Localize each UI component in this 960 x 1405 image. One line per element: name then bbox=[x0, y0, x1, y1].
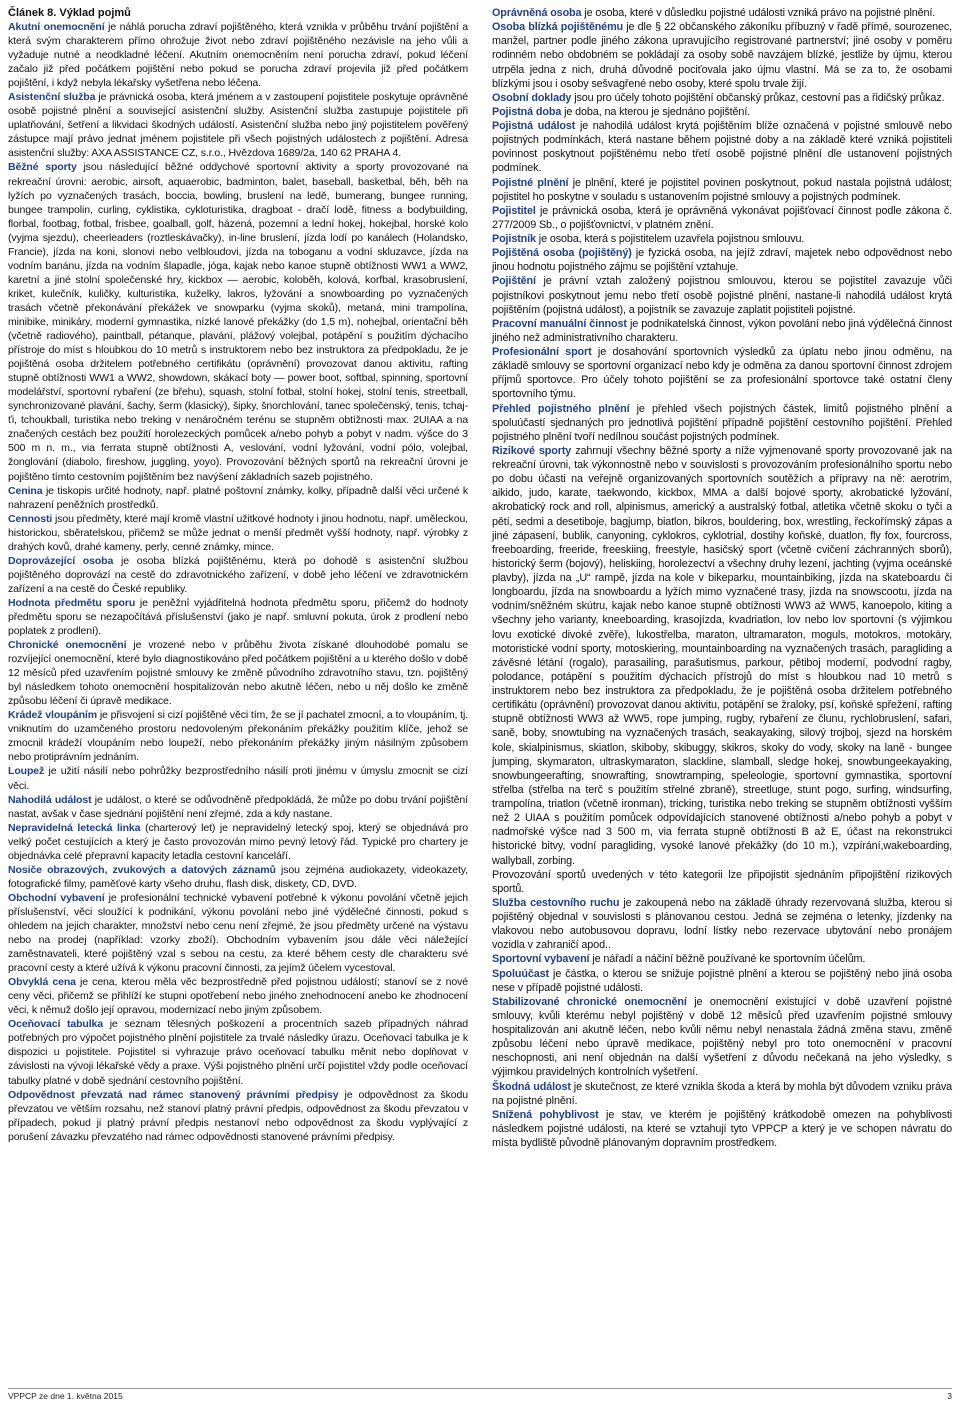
definition-item bbox=[492, 105, 952, 119]
definition-item bbox=[8, 20, 468, 90]
definition-text: je onemocnění existující v době uzavření pojistné smlouvy, kvůli kterému nebyl pojištěný v době 12 měsíců před uzavřením pojistné smlouvy hospitalizován ani akutně léčen, nebo kvůli němu nebyl nenastala žádná změna stavu, změně způsobu léčení nebo úpravě medikace, pojištěný nebyl pro toto onemocnění v pracovní neschopnosti, ani není objednán na další vyšetření z důvodu nečekaná na jeho výsledky, s výjimkou pravidelných kontrolních vyšetření. bbox=[492, 995, 952, 1079]
definition-item bbox=[8, 708, 468, 764]
page-number: 3 bbox=[947, 1391, 952, 1401]
definition-item bbox=[8, 596, 468, 638]
definition-text: je fyzická osoba, na jejíž zdraví, majetek nebo odpovědnost nebo jinou hodnotu pojistného zájmu se pojištění vztahuje. bbox=[492, 247, 952, 274]
definition-item bbox=[8, 554, 468, 596]
left-definitions bbox=[8, 20, 468, 1144]
definition-term: Osobní doklady bbox=[492, 91, 572, 104]
definition-term: Asistenční služba bbox=[8, 91, 96, 104]
definition-text: je seznam tělesných poškození a procentních sazeb případných náhrad potřebných pro výpočet pojistného plnění pojistitele za trvalé následky úrazu. Oceňovací tabulka je k dispozici u pojistitele. Pojistitel si vyhrazuje právo oceňovací tabulku měnit nebo doplňovat v závislosti na vývoji lékařské vědy a praxe. Výši pojistného plnění určí pojistitel vždy podle oceňovací tabulky platné v době sjednání cestovního pojištění. bbox=[8, 1018, 468, 1087]
definition-item bbox=[492, 952, 952, 966]
definition-text: je profesionální technické vybavení potřebné k výkonu povolání včetně jejich příslušenství, věci sloužící k podnikání, výkonu povolání nebo jiné výdělečné činnosti, pokud s ohledem na jejich charakter, množství nebo cenu není zřejmé, že jsou předměty určené na výstavu nebo na prodej (například: vzorky zboží). Obchodním vybavením jsou dále věci náležející zaměstnavateli, které pojištěný vzal s sebou na cestu, za které během cesty dle charakteru své pracovní cesty a které užívá k výkonu pracovní činnosti, za jejímž účelem vycestoval. bbox=[8, 891, 469, 975]
definition-term: Obvyklá cena bbox=[8, 976, 76, 989]
right-column bbox=[492, 6, 952, 1150]
definition-term: Sportovní vybavení bbox=[492, 953, 590, 966]
definition-item bbox=[492, 119, 952, 176]
definition-term: Snížená pohyblivost bbox=[492, 1108, 599, 1121]
definition-item bbox=[492, 444, 952, 896]
definition-term: Stabilizované chronické onemocnění bbox=[492, 995, 687, 1008]
definition-item bbox=[492, 246, 952, 274]
definition-term: Krádež vloupáním bbox=[8, 709, 97, 722]
definition-text: je právní vztah založený pojistnou smlouvou, kterou se pojistitel zavazuje vůči pojistníkovi poskytnout jemu nebo třetí osobě pojistné plnění, nastane-li nahodilá událost krytá pojištěním (pojistná událost), a pojistník se zavazuje zaplatit pojistiteli pojistné. bbox=[492, 275, 952, 316]
definition-text: je plnění, které je pojistitel povinen poskytnout, pokud nastala pojistná událost; pojistitel ho poskytne v souladu s ustanovením pojistné smlouvy a pojistných podmínek. bbox=[492, 176, 952, 203]
definition-text: je zakoupená nebo na základě úhrady rezervovaná služba, kterou si pojištěný objednal v souvislosti s plánovanou cestou. Jedná se zejména o letenky, jízdenky na vlakovou nebo autobusovou dopravu, lodní lístky nebo rezervace ubytování nebo pronájem vozidla v zahraničí apod.. bbox=[492, 896, 952, 952]
definition-item bbox=[8, 512, 468, 554]
definition-term: Profesionální sport bbox=[492, 346, 592, 358]
definition-item bbox=[492, 1108, 952, 1150]
definition-text: jsou zejména audiokazety, videokazety, fotografické filmy, paměťové karty všeho druhu, flash disk, diskety, CD, DVD. bbox=[8, 863, 468, 890]
definition-text: je právnická osoba, která jménem a v zastoupení pojistitele poskytuje oprávněné osobě pojistné plnění a související asistenční služby. Asistenční služba zastupuje pojistitele při uplatňování, šetření a likvidaci škodných událostí. Asistenční služba nebo jiný pojistitelem pověřený zástupce mají právo jednat jménem pojistitele při všech pojistných událostech z pojištění. Adresa asistenční služby: AXA ASSISTANCE CZ, s.r.o., Hvězdova 1689/2a, 140 62 PRAHA 4. bbox=[8, 91, 468, 160]
definition-term: Doprovázející osoba bbox=[8, 554, 114, 567]
definition-term: Nahodilá událost bbox=[8, 793, 92, 806]
definition-term: Loupež bbox=[8, 765, 45, 778]
article-heading: Článek 8. Výklad pojmů bbox=[8, 7, 131, 19]
definition-item bbox=[492, 232, 952, 246]
definition-text: je nářadí a náčiní běžně používané ke sportovním účelům. bbox=[589, 953, 866, 966]
definition-term: Pojištěná osoba (pojištěný) bbox=[492, 247, 632, 260]
definition-text: je nahodilá událost krytá pojištěním blíže označená v pojistné smlouvě nebo pojistných podmínkách, která nastane během pojistné doby a na základě které vzniká pojistiteli povinnost poskytnout pojištěnému nebo třetí osobě pojistné plnění dle ustanovení pojistných podmínek. bbox=[492, 120, 952, 175]
definition-item bbox=[492, 345, 952, 402]
definition-item bbox=[492, 967, 952, 995]
definition-text: je náhlá porucha zdraví pojištěného, která vznikla v průběhu trvání pojištění a která svým charakterem přímo ohrožuje život nebo zdraví pojištěného nezávisle na jeho vůli a vyžaduje nutné a neodkladné léčení. Akutním onemocněním není porucha zdraví, pokud léčení začalo již před počátkem pojištění nebo pokud se porucha zdraví projevila již před počátkem pojištění, i když nebyla lékařsky vyšetřena nebo léčena. bbox=[8, 21, 469, 90]
definition-term: Hodnota předmětu sporu bbox=[8, 596, 136, 609]
definition-text: je cena, kterou měla věc bezprostředně před pojistnou událostí; stanoví se z nové ceny věci, přičemž se přihlíží ke stupni opotřebení nebo jiného znehodnocení anebo ke zhodnocení věci, k němuž došlo její opravou, modernizací nebo jiným způsobem. bbox=[8, 976, 468, 1017]
definition-text: je skutečnost, ze které vznikla škoda a která by mohla být důvodem vzniku práva na pojistné plnění. bbox=[492, 1080, 952, 1107]
definition-term: Přehled pojistného plnění bbox=[492, 402, 630, 415]
definition-item bbox=[492, 20, 952, 91]
definition-item bbox=[492, 896, 952, 953]
definition-item bbox=[8, 90, 468, 160]
left-column bbox=[8, 6, 468, 1144]
definition-item bbox=[492, 91, 952, 105]
definition-term: Osoba blízká pojištěnému bbox=[492, 21, 624, 34]
definition-term: Pojistná doba bbox=[492, 105, 562, 118]
definition-term: Pojistitel bbox=[492, 204, 536, 217]
definition-text: (charterový let) je nepravidelný letecký spoj, který se objednává pro velký počet cestujících a který je často provozován mimo pevný letový řád. Typické pro chartery je objednávka celé přepravní kapacity letadla cestovní kanceláří. bbox=[8, 821, 468, 862]
definition-text: jsou předměty, které mají kromě vlastní užitkové hodnoty i jinou hodnotu, např. uměleckou, historickou, sběratelskou, přičemž se může jednat o menší předmět vyšší hodnoty, např. výrobky z drahých kovů, drahé kameny, perly, cenné známky, mince. bbox=[8, 512, 468, 553]
definition-item bbox=[8, 891, 468, 975]
definition-text: je osoba, které v důsledku pojistné události vzniká právo na pojistné plnění. bbox=[581, 7, 936, 19]
footer-divider bbox=[8, 1388, 952, 1389]
definition-text: je přisvojení si cizí pojištěné věci tím, že se jí pachatel zmocní, a to vloupáním, tj. vniknutím do uzamčeného prostoru nedovoleným překonáním překážky použitím klíče, jehož se zmocnil krádeží vloupáním nebo loupeží, nebo překonáním překážky jiným násilným způsobem nebo protiprávním jednáním. bbox=[8, 709, 469, 764]
definition-term: Rizikové sporty bbox=[492, 444, 572, 457]
definition-item bbox=[8, 793, 468, 821]
definition-text: je vrozené nebo v průběhu života získané dlouhodobé pomalu se rozvíjející onemocnění, které bylo diagnostikováno před počátkem pojištění a u kterého došlo v době 12 měsíců před uzavřením pojistné smlouvy ke změně původního zdravotního stavu, tzn. pojištěný byl následkem tohoto onemocnění hospitalizován nebo akutně léčen, nebo u něj došlo ke změně způsobu léčení či úpravě medikace. bbox=[8, 639, 468, 708]
definition-text: je přehled všech pojistných částek, limitů pojistného plnění a spoluúčastí sjednaných pro jednotlivá pojištění případně pojištění cestovního pojištění. Přehled pojistného plnění tvoří nedílnou součást pojistných podmínek. bbox=[492, 402, 952, 443]
definition-text: je událost, o které se odůvodněně předpokládá, že může po dobu trvání pojištění nastat, avšak v čase sjednání pojištění není zřejmé, zda a kdy nastane. bbox=[8, 793, 468, 820]
definition-text: je dle § 22 občanského zákoníku příbuzný v řadě přímé, sourozenec, manžel, partner podle jiného zákona upravujícího registrované partnerství; jiné osoby v poměru rodinném nebo obdobném se pokládají za osoby sobě navzájem blízké, jestliže by újmu, kterou utrpěla jedna z nich, druhá důvodně pociťovala jako újmu vlastní. Má se za to, že osobami blízkými jsou i osoby sešvagřené nebo osoby, které spolu trvale žijí. bbox=[492, 21, 953, 90]
definition-text: je odpovědnost za škodu převzatou ve větším rozsahu, než stanoví platný právní předpis, odpovědnost za škodu převzatou v případech, pokud ji platný právní předpis nestanoví nebo odpovědnost za škodu vyplývající z porušení závazku převzatého nad rámec odpovědnosti stanovené právními předpisy. bbox=[8, 1088, 468, 1143]
definition-text: je tiskopis určité hodnoty, např. platné poštovní známky, kolky, případně další věci určené k nahrazení peněžních prostředků. bbox=[8, 484, 468, 511]
definition-term: Pojistná událost bbox=[492, 120, 576, 132]
definition-text: zahrnují všechny běžné sporty a níže vyjmenované sporty provozované jak na rekreační úrovni, tak výkonnostně nebo v souvislosti s provozováním profesionálního sportu nebo po dobu účasti na veřejně organizovaných sportovních soutěžích a přípravy na ně: aerotrim, aikido, judo, karate, taekwondo, kickbox, MMA a další bojové sporty, akrobatické lyžování, akrobatický rock and roll, alpinismus, americký a australský fotbal, atletika včetně skoku o tyči a pětí, sedmi a desetiboje, bagjump, biatlon, bikros, bouldering, box, wrestling, řeckořímský zápas a jiné zápasení, bublik, canyoning, cyklokros, cyklotrial, dostihy koňské, duatlon, fly fox, fourcross, freeboarding, freeride, freeskiing, freestyle, hasičský sport (včetně cvičení záchranných sborů), historický šerm (bojový), heliskiing, horolezectví a všechny druhy lezení, jachting (vyjma oceánské plavby), jízda na „U“ rampě, jízda na kole v bikeparku, mountainbiking, jízda na skateboardu či longboardu, jízda na snowboardu a lyžích mimo vyznačené trasy, jízda na snowscootu, jízda na vodním/sněžném skútru, kajak nebo kanoe stupně obtížnosti WW3 až WW5, kanoepolo, kiting a všechny jeho varianty, kneeboarding, krasojízda, kvadriatlon, lov nebo lov sportovní (s výjimkou lovu exotické divoké zvěře), lukostřelba, maraton, ultramaraton, moguls, motokros, motokáry, motoristické vodní sporty, motoskiering, mountainboarding na vyznačených trasách, paragliding a závěsné létání (rogalo), parasailing, parašutismus, parkour, pětiboj moderní, podvodní ragby, polodance, potápění s použitím dýchacích přístrojů do míst s hloubkou nad 10 metrů s instruktorem nebo bez instruktora za předpokladu, že je pojištěná osoba držitelem potřebného certifikátu (oprávnění) provozovat danou aktivitu, potápění se žraloky, psí, koňské spřežení, rafting stupně obtížnosti WW3 až WW5, rope jumping, rugby, rybaření ze člunu, rychlobruslení, safari, saně, boby, snowtubing na vyznačených trasách, seakayaking, silový trojboj, sjezd na horském kole, skialpinismus, skiatlon, skiboby, skibuggy, skikros, skoky do vody, skoky na laně - bungee jumping, skymaraton, ultraskymaraton, slackline, slamball, sledge hokej, snowbungeekayaking, snowbungeerafting, snowrafting, snowtramping, speleologie, sportovní gymnastika, sportovní střelba (střelba na terč s použitím střelné zbraně), streetluge, stunt pogo, surfing, windsurfing, trampolína, triatlon (včetně ironman), tricking, turistika nebo treking se stupněm obtížnosti vyšším než 2 UIAA s použitím pomůcek odpovídajících stanovené obtížnosti a/nebo pohyb a pobyt v nadmořské výšce nad 3 500 m, via ferrata stupně obtížnosti B až E, účast na rekonstrukci historické bitvy, vodní paragliding, vysoké lanové překážky (do 10 m.), vzpírání,wakeboarding, wallyball, zorbing. Provozování sportů uvedených v této kategorii lze připojistit sjednáním připojištění rizikových sportů. bbox=[492, 444, 952, 895]
page-footer bbox=[8, 1391, 952, 1405]
definition-item bbox=[492, 995, 952, 1080]
definition-item bbox=[8, 638, 468, 708]
definition-item bbox=[8, 484, 468, 512]
definition-term: Běžné sporty bbox=[8, 161, 77, 174]
definition-term: Škodná událost bbox=[492, 1080, 571, 1093]
definition-term: Akutní onemocnění bbox=[8, 21, 105, 33]
definition-text: jsou následující běžné oddychové sportovní aktivity a sporty provozované na rekreační úrovni: aerobic, airsoft, aquaerobic, badminton, balet, baseball, basketbal, běh, běh na lyžích po vyznačených trasách, boccia, bowling, bruslení na ledě, bumerang, bungee running, bungee trampolin, curling, cyklistika, cykloturistika, dragboat - dračí lodě, fitness a bodybuilding, florbal, footbag, fotbal, frisbee, goalball, golf, házená, pozemní a lední hokej, hokejbal, horské kolo (vyjma sjezdu), cheerleaders (roztleskávačky), in-line bruslení, jízda lodí po kanálech (Holandsko, Francie), jízda na koni, slonovi nebo velbloudovi, jízda na toboganu a vodní skluzavce, jízda na vodním banánu, jízda na vodním šlapadle, jóga, kajak nebo kanoe stupně obtížnosti WW1 a WW2, karetní a jiné stolní společenské hry, kickbox — aerobic, koloběh, kolová, korfbal, krasobruslení, kriket, kulečník, kuličky, kulturistika, kuželky, lakros, lyžování a snowboarding po vyznačených trasách včetně překonávání překážek ve snowparku (vyjma skoků), metaná, mini trampolína, minibike, minikáry, moderní gymnastika, nízké lanové překážky (do 1,5 m), nohejbal, orientační běh (včetně radiového), paintball, pétanque, plavání, plážový volejbal, potápění s použitím dýchacího přístroje do míst s hloubkou do 10 metrů s instruktorem nebo bez instruktora za předpokladu, že je pojištěná osoba držitelem potřebného certifikátu (oprávnění) provozovat danou aktivitu, rafting stupně obtížnosti WW1 a WW2, showdown, skákací boty — power boot, softbal, spinning, sportovní modelářství, sportovní rybaření (ze břehu), squash, stolní fotbal, stolní hokej, stolní tenis, streetball, synchronizované plavání, šachy, šerm (klasický), šipky, šnorchlování, tanec společenský, tenis, tchaj-ťi, tchoukball, turistika nebo treking v nenáročném terénu se stupněm obtížnosti max. 2UIAA a na značených cestách bez použití horolezeckých pomůcek a/nebo pohyb a pobyt v nadm. výšce do 3 500 m n. m., via ferrata stupně obtížnosti A, veslování, vodní lyžování, vodní pólo, volejbal, žonglování (diabolo, fireshow, juggling, yoyo). Provozování běžných sportů na rekreační úrovni je pojištěno tímto cestovním pojištěním bez navýšení základních sazeb pojistného. bbox=[8, 161, 468, 483]
definition-text: je osoba, která s pojistitelem uzavřela pojistnou smlouvu. bbox=[535, 233, 805, 245]
definition-term: Cennosti bbox=[8, 512, 53, 525]
definition-term: Pracovní manuální činnost bbox=[492, 317, 627, 330]
definition-item bbox=[8, 1088, 468, 1144]
definition-term: Chronické onemocnění bbox=[8, 639, 127, 652]
definition-item bbox=[8, 160, 468, 483]
definition-item bbox=[492, 317, 952, 345]
definition-item bbox=[492, 274, 952, 316]
definition-term: Pojištění bbox=[492, 275, 536, 288]
definition-term: Cenina bbox=[8, 484, 43, 497]
definition-term: Nosiče obrazových, zvukových a datových záznamů bbox=[8, 863, 276, 876]
definition-item bbox=[8, 764, 468, 792]
document-code: VPPCP ze dne 1. května 2015 bbox=[8, 1391, 123, 1401]
definition-text: je částka, o kterou se snižuje pojistné plnění a kterou se pojištěný nebo jiná osoba nese v případě pojistné události. bbox=[492, 967, 952, 994]
definition-item bbox=[8, 975, 468, 1017]
definition-item bbox=[492, 176, 952, 204]
definition-text: je peněžní vyjádřitelná hodnota předmětu sporu, přičemž do hodnoty předmětu sporu se nezapočítává příslušenství (jako je např. smluvní pokuta, úrok z prodlení nebo poplatek z prodlení). bbox=[8, 596, 468, 638]
definition-item bbox=[8, 863, 468, 891]
definition-text: jsou pro účely tohoto pojištění občanský průkaz, cestovní pas a řidičský průkaz. bbox=[571, 91, 945, 104]
definition-item bbox=[492, 6, 952, 20]
definition-text: je osoba blízká pojištěnému, která po dohodě s asistenční službou pojištěného doprovází na cestě do zdravotnického zařízení, v době jeho léčení ve zdravotnickém zařízení a na cestě do České republiky. bbox=[8, 554, 468, 595]
right-definitions bbox=[492, 6, 952, 1150]
definition-item bbox=[8, 821, 468, 863]
definition-term: Oprávněná osoba bbox=[492, 7, 582, 19]
definition-text: je podnikatelská činnost, výkon povolání nebo jiná výdělečná činnost jiného než administrativního charakteru. bbox=[492, 317, 952, 344]
definition-text: je dosahování sportovních výsledků za úplatu nebo jinou odměnu, na základě smlouvy se sportovní organizací nebo kdy je odměna za danou sportovní činnost zdrojem příjmů sportovce. Pro účely tohoto pojištění se za profesionální sportovce také ostatní členy sportovního týmu. bbox=[492, 346, 952, 401]
definition-term: Spoluúčast bbox=[492, 967, 549, 980]
definition-item bbox=[8, 1017, 468, 1087]
definition-term: Pojistník bbox=[492, 233, 536, 245]
definition-term: Oceňovací tabulka bbox=[8, 1018, 104, 1031]
definition-text: je doba, na kterou je sjednáno pojištění. bbox=[561, 105, 751, 118]
definition-text: je právnická osoba, která je oprávněná vykonávat pojišťovací činnost podle zákona č. 277/2009 Sb., o pojišťovnictví, v platném znění. bbox=[492, 204, 952, 231]
definition-term: Služba cestovního ruchu bbox=[492, 896, 620, 909]
definition-text: je stav, ve kterém je pojištěný krátkodobě omezen na pohyblivosti následkem pojistné události, na které se vztahují tyto VPPCP a který je ve schopen návratu do místa bydliště původně plánovaným dopravním prostředkem. bbox=[492, 1108, 953, 1149]
definition-item bbox=[492, 402, 952, 444]
definition-item bbox=[492, 1080, 952, 1108]
definition-text: je užití násilí nebo pohrůžky bezprostředního násilí proti jinému v úmyslu zmocnit se cizí věci. bbox=[8, 765, 468, 792]
definition-term: Nepravidelná letecká linka bbox=[8, 821, 141, 834]
definition-term: Pojistné plnění bbox=[492, 176, 569, 189]
definition-item bbox=[492, 204, 952, 232]
definition-term: Odpovědnost převzatá nad rámec stanovený právními předpisy bbox=[8, 1088, 339, 1101]
definition-term: Obchodní vybavení bbox=[8, 891, 105, 904]
